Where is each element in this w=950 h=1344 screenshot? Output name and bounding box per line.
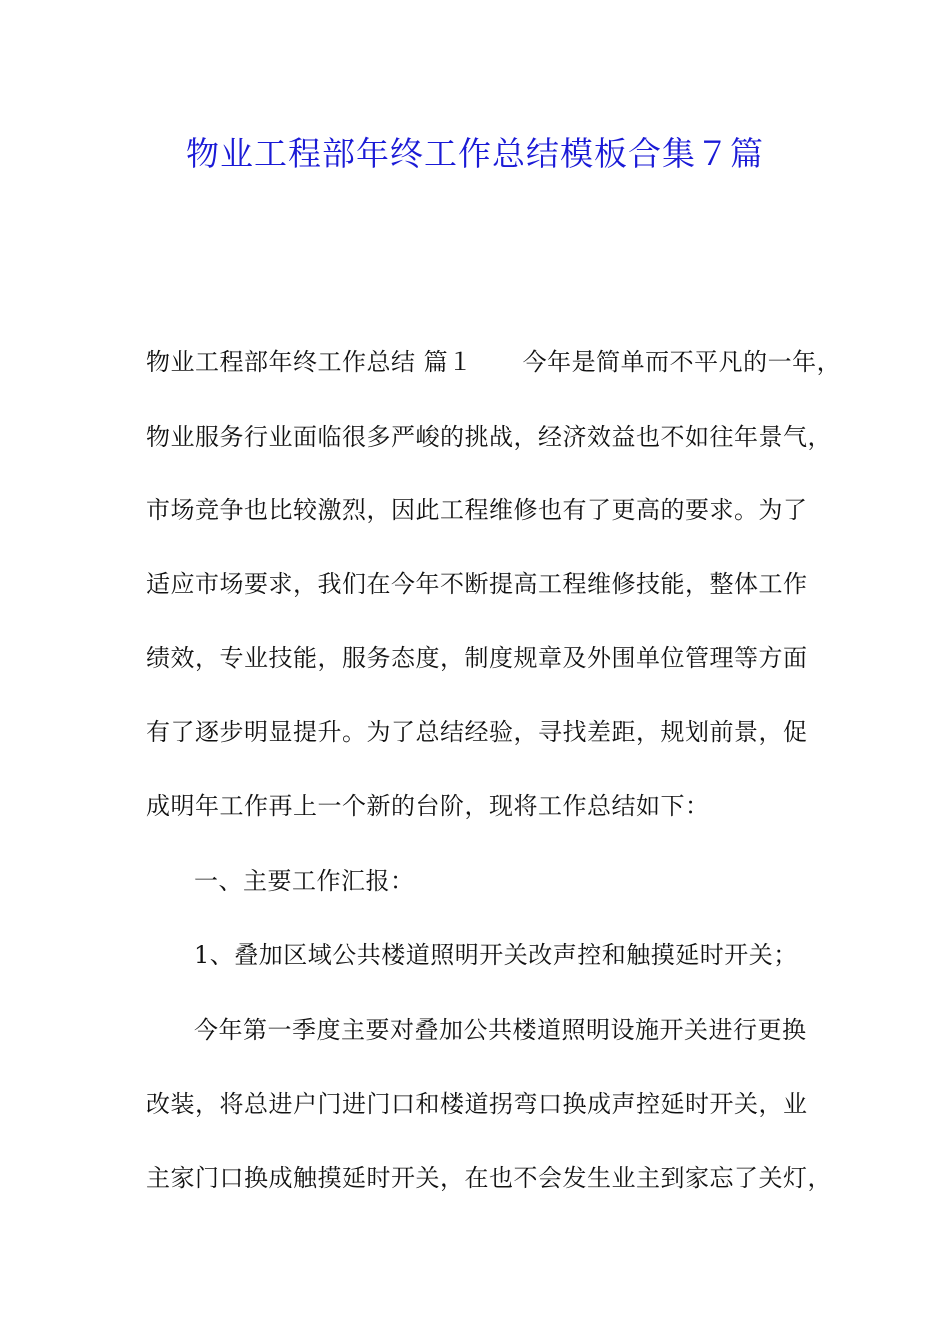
body-line-1 (146, 347, 842, 377)
subheading-main-work: 一、主要工作汇报： (194, 867, 415, 895)
document-title: 物业工程部年终工作总结模板合集７篇 (186, 134, 764, 173)
body-line-4: 适应市场要求，我们在今年不断提高工程维修技能，整体工作 (146, 570, 808, 598)
paragraph-text: 今年是简单而不平凡的一年， (522, 348, 842, 376)
body-line-11: 改装，将总进户门进门口和楼道拐弯口换成声控延时开关，业 (146, 1090, 808, 1118)
body-line-7: 成明年工作再上一个新的台阶，现将工作总结如下： (146, 792, 710, 820)
body-line-10: 今年第一季度主要对叠加公共楼道照明设施开关进行更换 (194, 1016, 807, 1044)
body-line-2: 物业服务行业面临很多严峻的挑战，经济效益也不如往年景气， (146, 423, 832, 451)
body-line-3: 市场竞争也比较激烈，因此工程维修也有了更高的要求。为了 (146, 496, 808, 524)
list-item-1: 1、叠加区域公共楼道照明开关改声控和触摸延时开关； (194, 941, 798, 969)
body-line-6: 有了逐步明显提升。为了总结经验，寻找差距，规划前景，促 (146, 718, 808, 746)
body-line-12: 主家门口换成触摸延时开关，在也不会发生业主到家忘了关灯， (146, 1164, 832, 1192)
body-line-5: 绩效，专业技能，服务态度，制度规章及外围单位管理等方面 (146, 644, 808, 672)
section-heading: 物业工程部年终工作总结 篇１ (146, 348, 473, 376)
